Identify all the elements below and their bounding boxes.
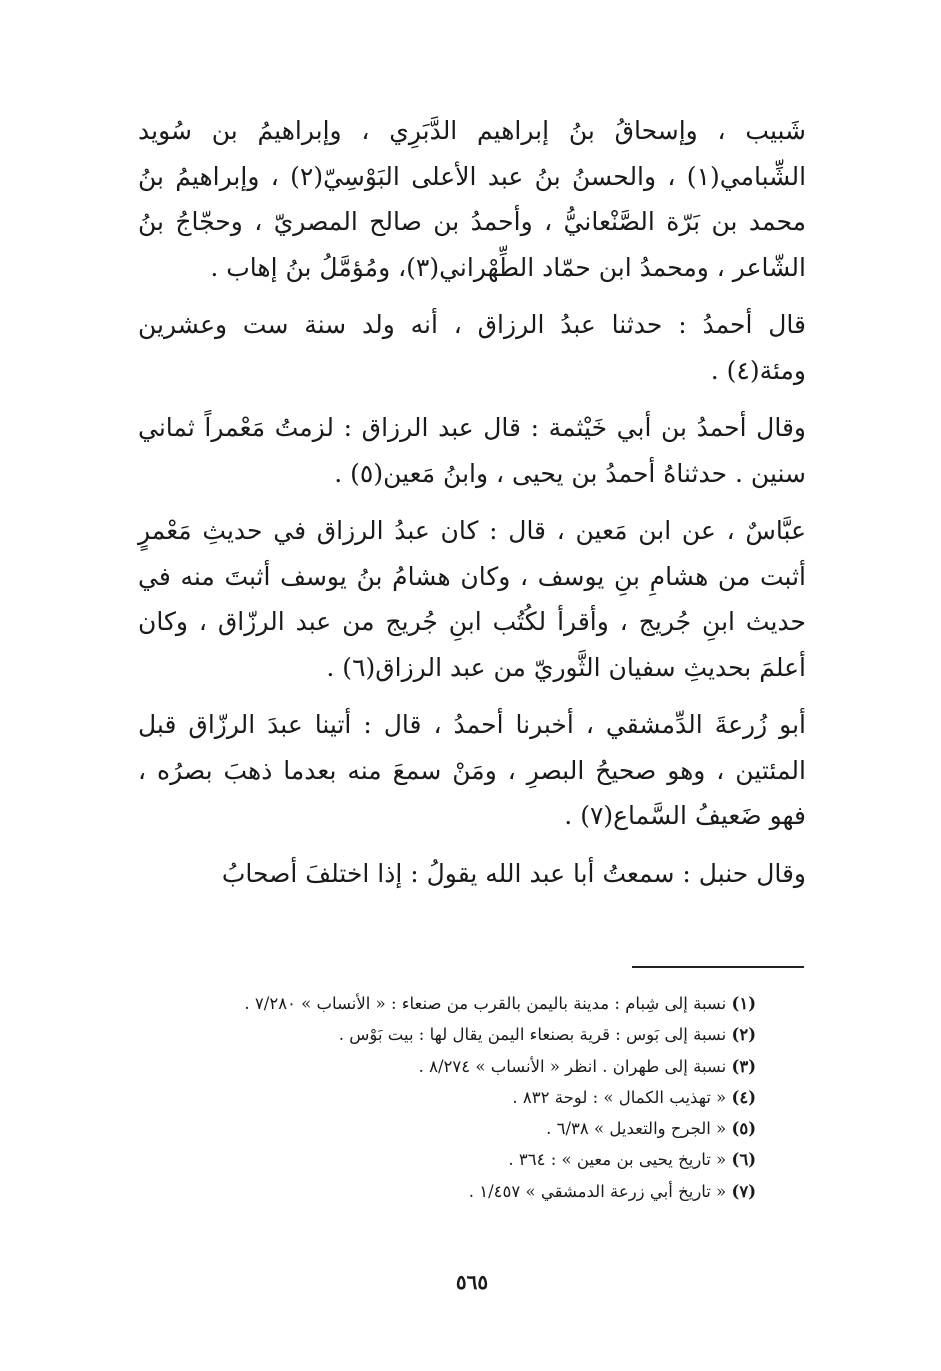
- footnote-text: « تهذيب الكمال » : لوحة ٨٣٢ .: [512, 1087, 727, 1107]
- footnote-number: (٥): [731, 1119, 756, 1139]
- footnote-text: نسبة إلى طهران . انظر « الأنساب » ٨/٢٧٤ .: [418, 1056, 727, 1076]
- footnote-number: (٧): [731, 1181, 756, 1201]
- main-text: [138, 108, 806, 896]
- paragraph-1: شَبيب ، وإسحاقُ بنُ إبراهيم الدَّبَرِي ، وإبراهيمُ بن سُويد الشِّبامي(١) ، والحسنُ بنُ عبد الأعلى البَوْسِيّ(٢) ، وإبراهيمُ بنُ محمد بن بَرّة الصَّنْعانيُّ ، وأحمدُ بن صالح المصريّ ، وحجّاجُ بنُ الشّاعر ، ومحمدُ ابن حمّاد الطِّهْراني(٣)، ومُؤمَّلُ بنُ إهاب .: [138, 116, 807, 282]
- footnote-3: [156, 1051, 756, 1082]
- footnote-number: (٤): [731, 1087, 756, 1107]
- footnote-4: [156, 1082, 756, 1113]
- footnote-number: (٣): [731, 1056, 756, 1076]
- paragraph-5: أبو زُرعةَ الدِّمشقي ، أخبرنا أحمدُ ، قال : أتينا عبدَ الرزّاق قبل المئتين ، وهو صحيحُ البصرِ ، ومَنْ سمعَ منه بعدما ذهبَ بصرُه ، فهو ضَعيفُ السَّماع(٧) .: [138, 710, 806, 830]
- footnote-number: (٦): [731, 1150, 756, 1170]
- footnote-text: « تاريخ يحيى بن معين » : ٣٦٤ .: [508, 1150, 727, 1170]
- footnote-number: (١): [731, 994, 756, 1013]
- paragraph-2: قال أحمدُ : حدثنا عبدُ الرزاق ، أنه ولد سنة ست وعشرين ومئة(٤) .: [138, 310, 806, 385]
- paragraph-6: وقال حنبل : سمعتُ أبا عبد الله يقولُ : إذا اختلفَ أصحابُ: [221, 858, 806, 888]
- footnote-text: « تاريخ أبي زرعة الدمشقي » ١/٤٥٧ .: [468, 1181, 727, 1201]
- footnote-7: [156, 1176, 756, 1207]
- footnote-2: [156, 1019, 756, 1050]
- footnote-text: « الجرح والتعديل » ٦/٣٨ .: [546, 1119, 727, 1139]
- footnote-1: [156, 988, 756, 1019]
- footnotes: [156, 988, 756, 1207]
- footnote-5: [156, 1113, 756, 1144]
- page-number: ٥٦٥: [455, 1270, 489, 1294]
- footnote-6: [156, 1144, 756, 1175]
- footnote-number: (٢): [731, 1025, 756, 1045]
- footnote-divider: [632, 966, 804, 968]
- paragraph-4: عبَّاسٌ ، عن ابن مَعين ، قال : كان عبدُ الرزاق في حديثِ مَعْمرٍ أثبت من هشامِ بنِ يوسف ، وكان هشامُ بنُ يوسف أثبتَ منه في حديث ابنِ جُريج ، وأقرأ لكُتُب ابنِ جُريج من عبد الرزّاق ، وكان أعلمَ بحديثِ سفيان الثَّوريّ من عبد الرزاق(٦) .: [138, 516, 806, 682]
- book-page: [138, 108, 806, 1338]
- footnote-text: نسبة إلى شِبام : مدينة باليمن بالقرب من صنعاء : « الأنساب » ٧/٢٨٠ .: [244, 994, 727, 1013]
- paragraph-3: وقال أحمدُ بن أبي خَيْثمة : قال عبد الرزاق : لزمتُ مَعْمراً ثماني سنين . حدثناهُ أحمدُ بن يحيى ، وابنُ مَعين(٥) .: [138, 413, 806, 488]
- footnote-text: نسبة إلى بَوس : قرية بصنعاء اليمن يقال لها : بيت بَوْس .: [338, 1025, 727, 1045]
